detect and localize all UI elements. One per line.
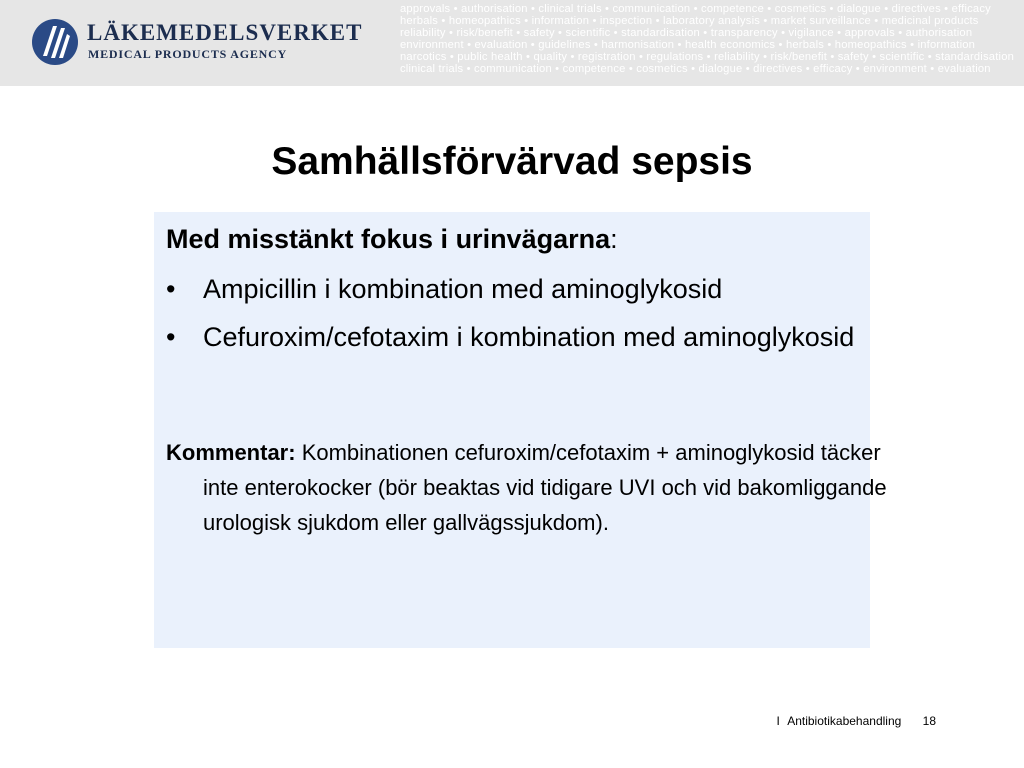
bullet-icon: • (166, 322, 176, 352)
bullet-text: Ampicillin i kombination med aminoglykosid (203, 274, 723, 304)
footer-label: Antibiotikabehandling (787, 714, 902, 728)
list-item (166, 318, 866, 357)
bullet-icon: • (166, 274, 176, 304)
comment-text: Kombinationen cefuroxim/cefotaxim + aminoglykosid täcker inte enterokocker (bör beaktas vid tidigare UVI och vid bakomliggande urologisk sjukdom eller gallvägssjukdom). (203, 440, 887, 535)
bullet-text: Cefuroxim/cefotaxim i kombination med aminoglykosid (203, 322, 855, 352)
slide-title: Samhällsförvärvad sepsis (271, 140, 753, 183)
keyword-line: environment • evaluation • guidelines • harmonisation • health economics • herbals • homeopathics • information (400, 39, 976, 51)
keyword-line: narcotics • public health • quality • registration • regulations • reliability • risk/benefit • safety • scientific • standardisation (400, 51, 1015, 63)
page-number: 18 (922, 714, 936, 728)
agency-logo-icon (31, 18, 79, 66)
keyword-line: approvals • authorisation • clinical trials • communication • competence • cosmetics • dialogue • directives • efficacy (400, 3, 991, 15)
comment-label: Kommentar: (166, 440, 296, 465)
footer (773, 714, 936, 728)
lead-line (166, 224, 618, 255)
lead-suffix: : (610, 224, 618, 254)
comment-paragraph (166, 435, 903, 540)
bullet-list (166, 270, 866, 366)
lead-bold-text: Med misstänkt fokus i urinvägarna (166, 224, 611, 254)
keyword-line: reliability • risk/benefit • safety • scientific • standardisation • transparency • vigilance • approvals • authorisation (400, 27, 973, 39)
keyword-watermark (400, 3, 1024, 83)
keyword-line: clinical trials • communication • competence • cosmetics • dialogue • directives • efficacy • environment • evaluation (400, 63, 991, 75)
logo-subtitle: MEDICAL PRODUCTS AGENCY (88, 47, 288, 61)
list-item (166, 270, 866, 309)
keyword-line: herbals • homeopathics • information • inspection • laboratory analysis • market surveillance • medicinal products (400, 15, 979, 27)
header-band (0, 0, 1024, 86)
footer-separator: I (776, 714, 780, 728)
logo-name: LÄKEMEDELSVERKET (87, 20, 363, 45)
content-box (154, 212, 887, 648)
